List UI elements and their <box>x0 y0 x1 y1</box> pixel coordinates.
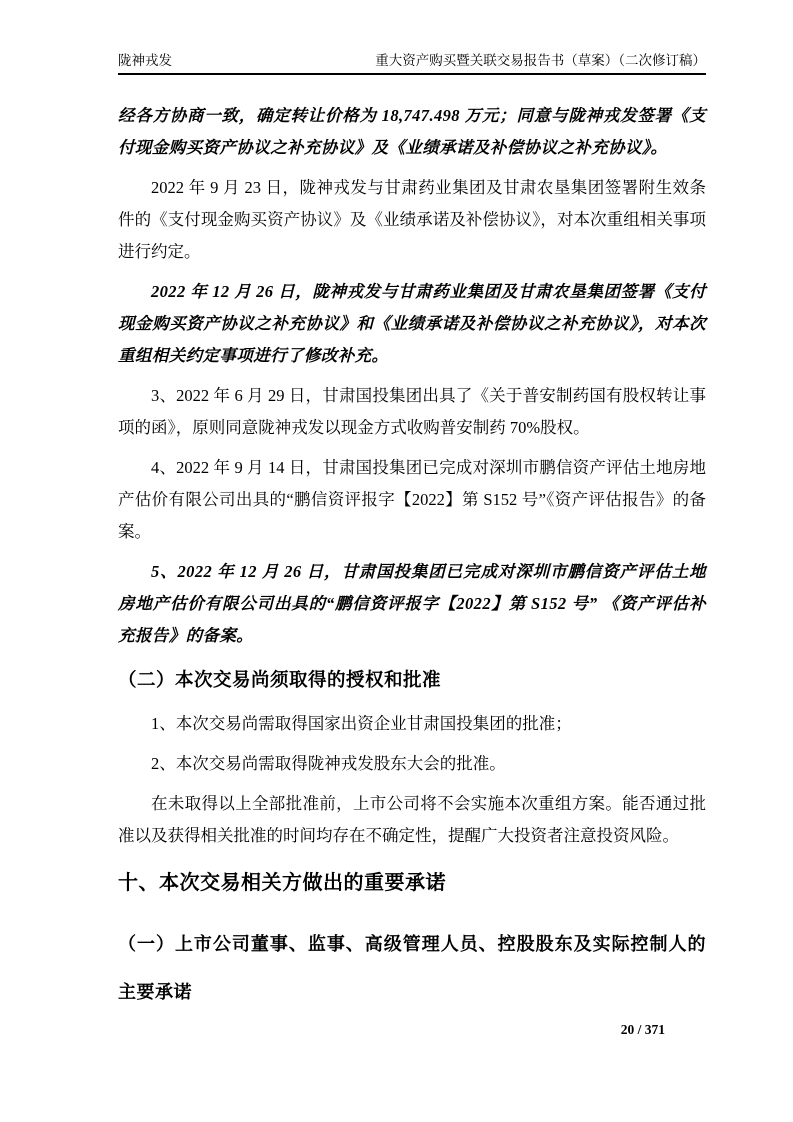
body-paragraph-emphasis: 2022 年 12 月 26 日，陇神戎发与甘肃药业集团及甘肃农垦集团签署《支付现金购买资产协议之补充协议》和《业绩承诺及补偿协议之补充协议》，对本次重组相关约定事项进行了修改补充。 <box>118 282 706 365</box>
section-heading-authorizations: （二）本次交易尚须取得的授权和批准 <box>118 669 442 690</box>
page-header <box>118 52 706 75</box>
section-heading-party-commitments: （一）上市公司董事、监事、高级管理人员、控股股东及实际控制人的主要承诺 <box>118 934 706 1002</box>
header-report-title: 重大资产购买暨关联交易报告书（草案）（二次修订稿） <box>375 53 706 68</box>
page-footer <box>621 1022 665 1038</box>
page-number: 20 / 371 <box>620 1022 665 1037</box>
header-company-name: 陇神戎发 <box>118 53 172 68</box>
body-paragraph-emphasis: 经各方协商一致，确定转让价格为 18,747.498 万元；同意与陇神戎发签署《支付现金购买资产协议之补充协议》及《业绩承诺及补偿协议之补充协议》。 <box>118 106 706 157</box>
body-paragraph: 4、2022 年 9 月 14 日，甘肃国投集团已完成对深圳市鹏信资产评估土地房地产估价有限公司出具的“鹏信资评报字【2022】第 S152 号”《资产评估报告》的备案。 <box>118 458 706 541</box>
body-paragraph: 3、2022 年 6 月 29 日，甘肃国投集团出具了《关于普安制药国有股权转让事项的函》，原则同意陇神戎发以现金方式收购普安制药 70%股权。 <box>118 386 706 437</box>
list-item-approval-1: 1、本次交易尚需取得国家出资企业甘肃国投集团的批准； <box>151 714 572 733</box>
chapter-heading-commitments: 十、本次交易相关方做出的重要承诺 <box>118 872 446 894</box>
list-item-approval-2: 2、本次交易尚需取得陇神戎发股东大会的批准。 <box>151 754 506 773</box>
document-body <box>118 100 706 1016</box>
body-paragraph-risk-note: 在未取得以上全部批准前，上市公司将不会实施本次重组方案。能否通过批准以及获得相关批准的时间均存在不确定性，提醒广大投资者注意投资风险。 <box>118 794 706 845</box>
body-paragraph: 2022 年 9 月 23 日，陇神戎发与甘肃药业集团及甘肃农垦集团签署附生效条件的《支付现金购买资产协议》及《业绩承诺及补偿协议》，对本次重组相关事项进行约定。 <box>118 178 706 261</box>
body-paragraph-emphasis: 5、2022 年 12 月 26 日，甘肃国投集团已完成对深圳市鹏信资产评估土地房地产估价有限公司出具的“鹏信资评报字【2022】第 S152 号” 《资产评估补充报告》的备案。 <box>118 562 706 645</box>
